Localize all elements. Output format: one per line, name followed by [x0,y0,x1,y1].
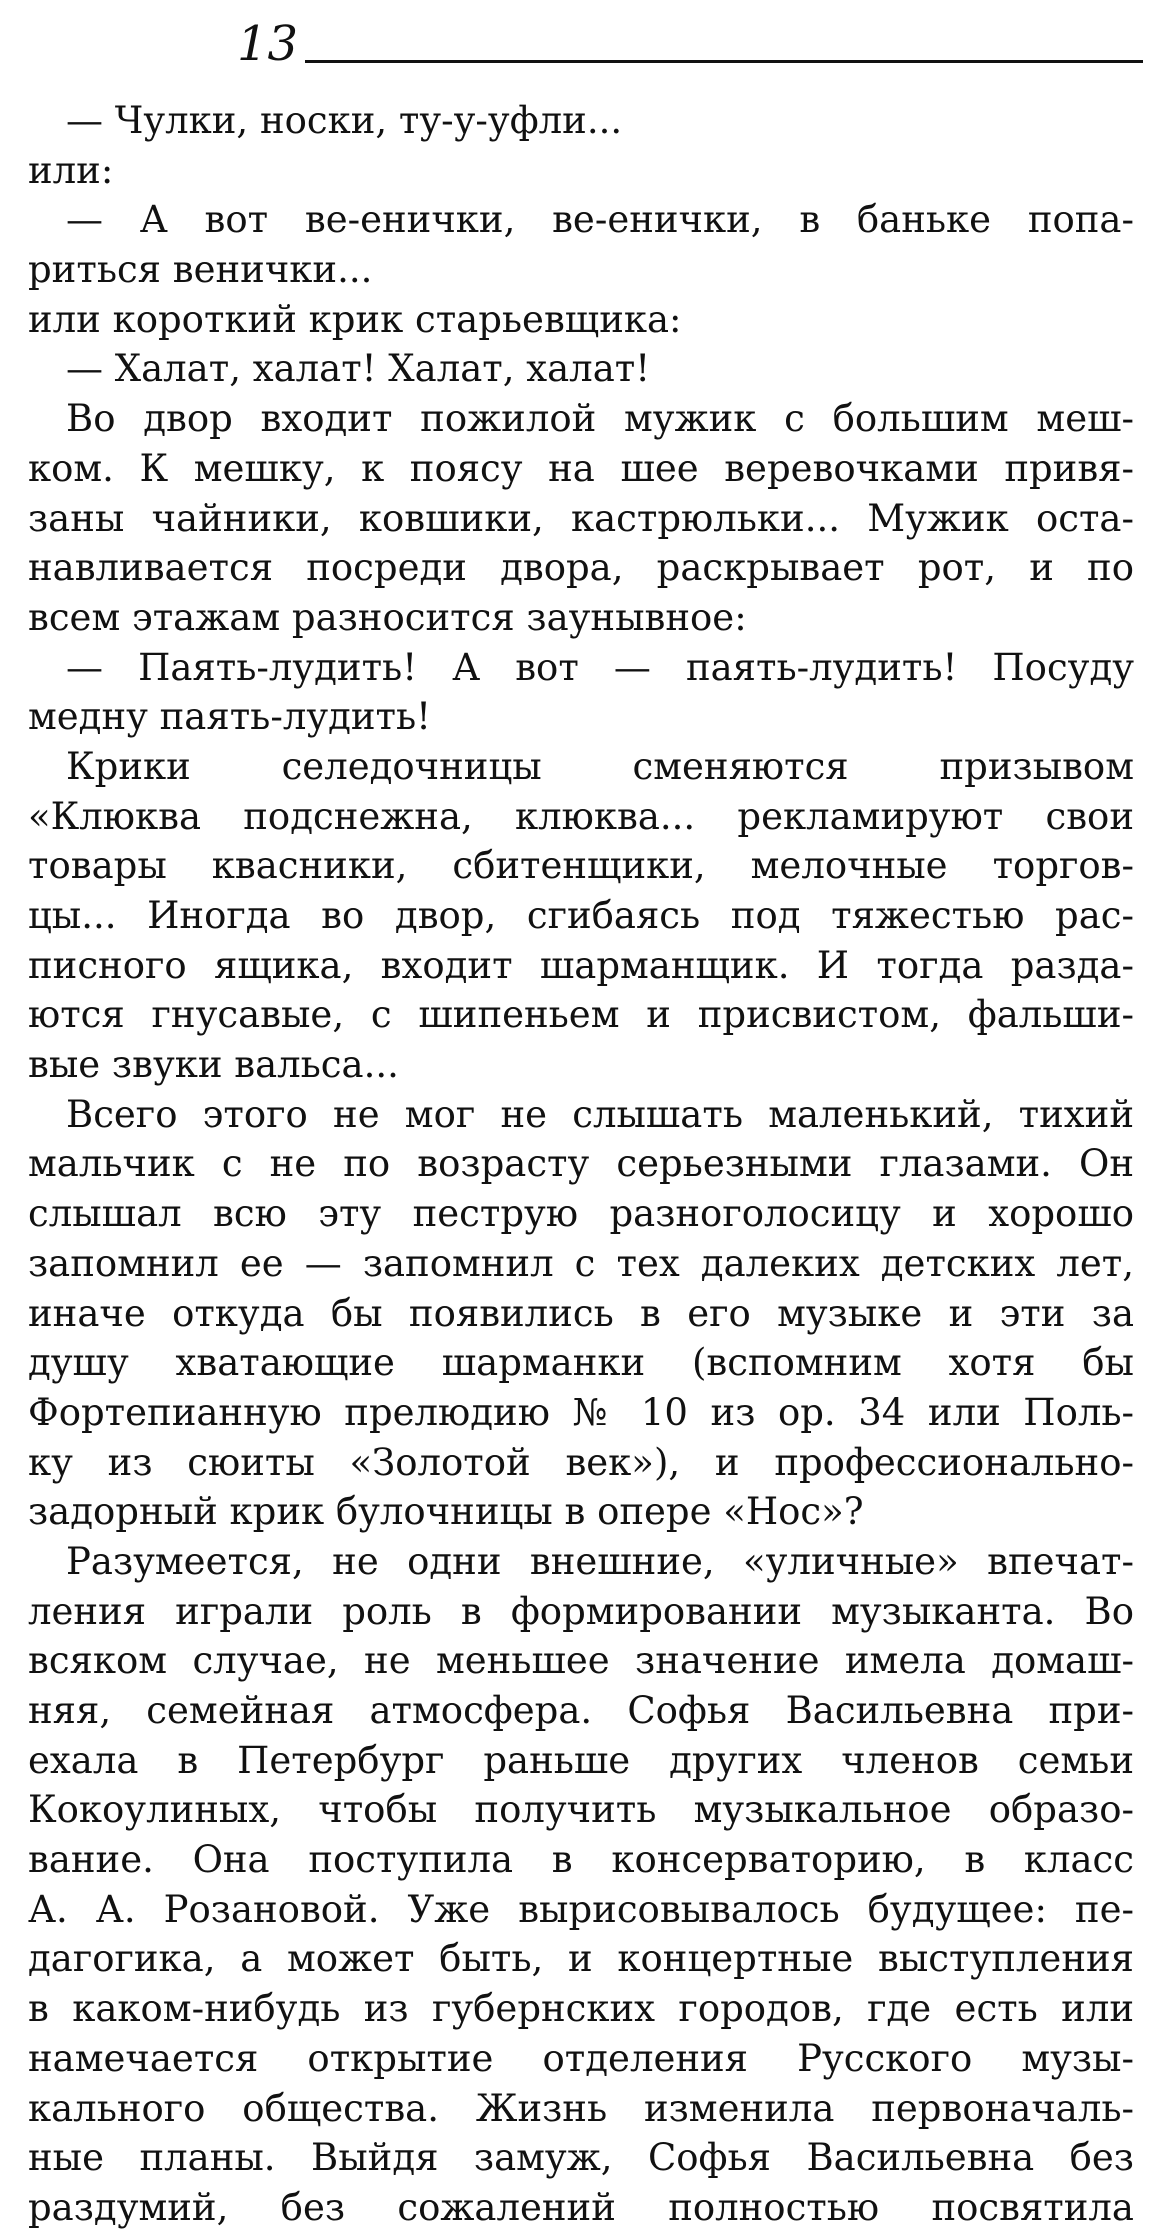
text-line: вание. Она поступила в консерваторию, в класс [28,1838,1134,1882]
text-line: — Халат, халат! Халат, халат! [66,347,651,391]
page-header [237,14,1147,74]
text-line: душу хватающие шарманки (вспомним хотя бы [28,1341,1134,1385]
header-rule [305,60,1143,63]
text-line: — Паять-лудить! А вот — паять-лудить! Посуду [66,645,1134,689]
text-line: слышал всю эту пеструю разноголосицу и хорошо [28,1192,1134,1236]
text-line: или: [28,148,114,192]
text-line: Во двор входит пожилой мужик с большим меш- [66,397,1134,441]
text-line: Фортепианную прелюдию № 10 из ор. 34 или Поль- [28,1390,1134,1434]
text-line: в каком-нибудь из губернских городов, где есть или [28,1987,1134,2031]
text-line: ку из сюиты «Золотой век»), и профессионально- [28,1440,1134,1484]
text-line: иначе откуда бы появились в его музыке и эти за [28,1291,1134,1335]
text-line: всем этажам разносится заунывное: [28,595,747,639]
text-line: кального общества. Жизнь изменила первоначаль- [28,2086,1134,2130]
body-text [28,96,1134,2233]
text-line: всяком случае, не меньшее значение имела домаш- [28,1639,1134,1683]
text-line: раздумий, без сожалений полностью посвятила [28,2185,1134,2229]
text-line: А. А. Розановой. Уже вырисовывалось будущее: пе- [28,1887,1134,1931]
text-line: или короткий крик старьевщика: [28,297,682,341]
text-line: заны чайники, ковшики, кастрюльки... Мужик оста- [28,496,1134,540]
text-line: Всего этого не мог не слышать маленький, тихий [66,1092,1134,1136]
text-line: няя, семейная атмосфера. Софья Васильевна при- [28,1689,1134,1732]
text-line: запомнил ее — запомнил с тех далеких детских лет, [28,1241,1134,1285]
text-line: ком. К мешку, к поясу на шее веревочками привя- [28,446,1134,490]
text-line: цы... Иногда во двор, сгибаясь под тяжестью рас- [28,894,1134,937]
text-line: ехала в Петербург раньше других членов семьи [28,1738,1134,1782]
text-line: товары квасники, сбитенщики, мелочные торгов- [28,844,1134,888]
text-line: мальчик с не по возрасту серьезными глазами. Он [28,1142,1134,1186]
text-line: — А вот ве-енички, ве-енички, в баньке попа- [66,198,1134,242]
text-line: намечается открытие отделения Русского музы- [28,2036,1134,2080]
text-line: писного ящика, входит шарманщик. И тогда разда- [28,943,1134,987]
text-line: ные планы. Выйдя замуж, Софья Васильевна без [28,2136,1134,2180]
text-line: задорный крик булочницы в опере «Нос»? [28,1490,864,1534]
text-line: Кокоулиных, чтобы получить музыкальное образо- [28,1788,1134,1832]
text-line: медну паять-лудить! [28,695,432,739]
text-line: дагогика, а может быть, и концертные выступления [28,1937,1134,1981]
text-line: ления играли роль в формировании музыканта. Во [28,1589,1134,1633]
text-line: — Чулки, носки, ту-у-уфли... [66,99,623,142]
text-line: «Клюква подснежна, клюква... рекламируют свои [28,794,1134,838]
text-line: вые звуки вальса... [28,1043,399,1087]
text-line: риться венички... [28,248,373,292]
text-line: навливается посреди двора, раскрывает рот, и по [28,546,1134,590]
text-line: ются гнусавые, с шипеньем и присвистом, фальши- [28,993,1134,1037]
text-line: Разумеется, не одни внешние, «уличные» впечат- [66,1539,1134,1583]
page-number: 13 [237,16,299,72]
text-line: Крики селедочницы сменяются призывом [66,744,1134,788]
